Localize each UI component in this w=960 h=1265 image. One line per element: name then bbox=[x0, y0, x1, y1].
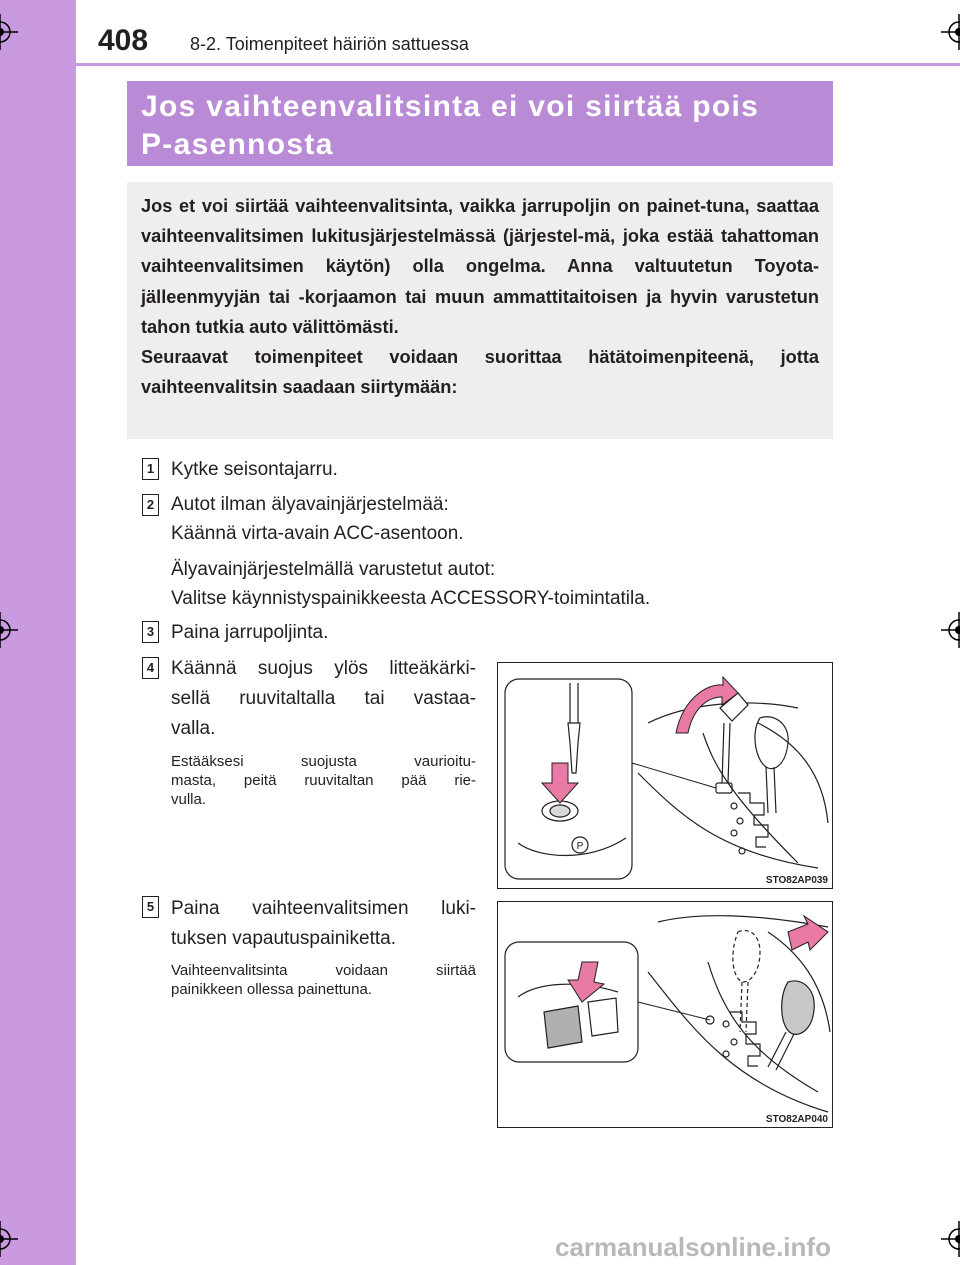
registration-mark-icon bbox=[941, 1221, 960, 1257]
step-number-5: 5 bbox=[142, 896, 159, 918]
step-2-line-2: Käännä virta-avain ACC-asentoon. bbox=[171, 523, 464, 544]
intro-paragraph: Jos et voi siirtää vaihteenvalitsinta, vaikka jarrupoljin on painet-tuna, saattaa vaihteenvalitsimen lukitusjärjestelmässä (järjestel-mä, joka estää tahattoman vaihteenvalitsimen käytön) olla ongelma. Anna valtuutetun Toyota-jälleenmyyjän tai -korjaamon tai muun ammattitaitoisen ja hyvin varustetun tahon tutkia auto välittömästi. bbox=[141, 196, 819, 337]
figure-2-code: STO82AP040 bbox=[765, 1114, 828, 1125]
step-2-line-4: Valitse käynnistyspainikkeesta ACCESSORY-toimintatila. bbox=[171, 588, 651, 609]
registration-mark-icon bbox=[0, 1221, 18, 1257]
step-number-1: 1 bbox=[142, 458, 159, 480]
figure-screwdriver-cover bbox=[497, 662, 833, 889]
watermark: carmanualsonline.info bbox=[555, 1232, 831, 1262]
step-5-note-line-2: painikkeen ollessa painettuna. bbox=[171, 981, 372, 998]
step-2-line-3: Älyavainjärjestelmällä varustetut autot: bbox=[171, 559, 496, 580]
step-number-4: 4 bbox=[142, 657, 159, 679]
shift-lock-release-illustration bbox=[498, 902, 834, 1129]
step-4-note-line-2: masta, peitä ruuvitaltan pää rie- bbox=[171, 772, 476, 789]
section-breadcrumb: 8-2. Toimenpiteet häiriön sattuessa bbox=[190, 34, 469, 54]
shift-lock-cover-illustration bbox=[498, 663, 834, 890]
step-1-text: Kytke seisontajarru. bbox=[171, 459, 338, 480]
registration-mark-icon bbox=[0, 14, 18, 50]
step-4-line-3: valla. bbox=[171, 718, 216, 739]
section-title-line-2: P-asennosta bbox=[141, 128, 334, 161]
step-number-3: 3 bbox=[142, 621, 159, 643]
intro-instruction: Seuraavat toimenpiteet voidaan suorittaa hätätoimenpiteenä, jotta vaihteenvalitsin saadaan siirtymään: bbox=[141, 347, 819, 398]
step-4-line-2: sellä ruuvitaltalla tai vastaa- bbox=[171, 688, 476, 709]
section-title-box bbox=[127, 81, 833, 166]
intro-box bbox=[127, 182, 833, 439]
header-rule bbox=[76, 63, 960, 66]
step-4-note-line-1: Estääksesi suojusta vaurioitu- bbox=[171, 753, 476, 770]
figure-1-code: STO82AP039 bbox=[765, 875, 828, 886]
registration-mark-icon bbox=[0, 612, 18, 648]
page-number: 408 bbox=[98, 24, 149, 57]
park-symbol: P bbox=[576, 841, 584, 852]
step-5-note-line-1: Vaihteenvalitsinta voidaan siirtää bbox=[171, 962, 476, 979]
figure-release-button bbox=[497, 901, 833, 1128]
step-4-line-1: Käännä suojus ylös litteäkärki- bbox=[171, 658, 476, 679]
step-5-line-1: Paina vaihteenvalitsimen luki- bbox=[171, 898, 476, 919]
step-5-line-2: tuksen vapautuspainiketta. bbox=[171, 928, 396, 949]
step-3-text: Paina jarrupoljinta. bbox=[171, 622, 329, 643]
step-4-note-line-3: vulla. bbox=[171, 791, 207, 808]
step-2-line-1: Autot ilman älyavainjärjestelmää: bbox=[171, 494, 449, 515]
step-number-2: 2 bbox=[142, 494, 159, 516]
section-title-line-1: Jos vaihteenvalitsinta ei voi siirtää pois bbox=[141, 90, 760, 123]
registration-mark-icon bbox=[941, 14, 960, 50]
registration-mark-icon bbox=[941, 612, 960, 648]
